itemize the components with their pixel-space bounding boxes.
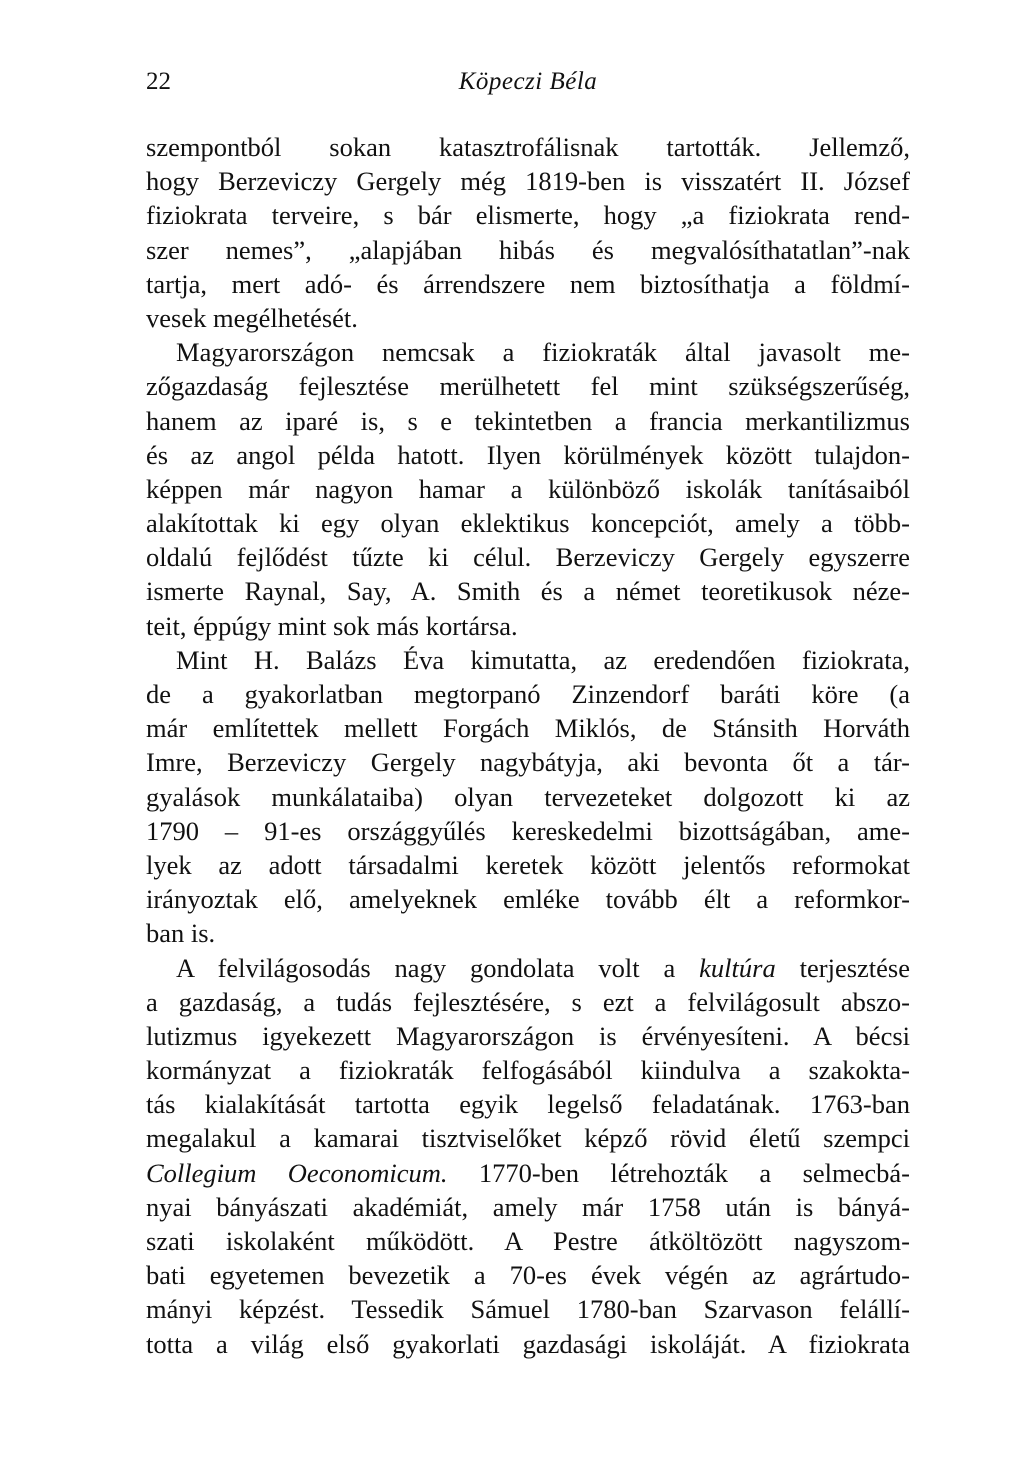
text-line: hanem az iparé is, s e tekintetben a francia merkantilizmus: [146, 405, 910, 436]
text-line: ismerte Raynal, Say, A. Smith és a német teoretikusok néze-: [146, 576, 910, 607]
text-line: lutizmus igyekezett Magyarországon is érvényesíteni. A bécsi: [146, 1020, 910, 1051]
text-line: már említettek mellett Forgách Miklós, de Stánsith Horváth: [146, 713, 910, 744]
text-line: alakítottak ki egy olyan eklektikus koncepciót, amely a több-: [146, 508, 910, 539]
text-line: képpen már nagyon hamar a különböző iskolák tanításaiból: [146, 473, 910, 504]
text-line: tartja, mert adó- és árrendszere nem biztosíthatja a földmí-: [146, 268, 910, 299]
text-line: oldalú fejlődést tűzte ki célul. Berzeviczy Gergely egyszerre: [146, 542, 910, 573]
text-line: lyek az adott társadalmi keretek között jelentős reformokat: [146, 849, 910, 880]
text-line: kormányzat a fiziokraták felfogásából kiindulva a szakokta-: [146, 1055, 910, 1086]
emphasized-term: Collegium Oeconomicum.: [146, 1157, 448, 1188]
text-line: a gazdaság, a tudás fejlesztésére, s ezt a felvilágosult abszo-: [146, 986, 910, 1017]
text-line: totta a világ első gyakorlati gazdasági iskoláját. A fiziokrata: [146, 1328, 910, 1359]
text-line: gyalások munkálataiba) olyan tervezeteket dolgozott ki az: [146, 781, 910, 812]
page-number: 22: [146, 68, 171, 95]
text-line: ban is.: [146, 918, 216, 949]
text-line: nyai bányászati akadémiát, amely már 1758 után is bányá-: [146, 1191, 910, 1222]
text-line: szer nemes”, „alapjában hibás és megvalósíthatatlan”-nak: [146, 234, 910, 265]
running-title-author: Köpeczi Béla: [458, 68, 598, 95]
text-segment: A felvilágosodás nagy gondolata volt a: [176, 952, 700, 983]
text-line: megalakul a kamarai tisztviselőket képző rövid életű szempci: [146, 1123, 910, 1154]
text-line: zőgazdaság fejlesztése merülhetett fel mint szükségszerűség,: [146, 371, 910, 402]
text-line: hogy Berzeviczy Gergely még 1819-ben is visszatért II. József: [146, 166, 910, 197]
text-line: de a gyakorlatban megtorpanó Zinzendorf baráti köre (a: [146, 679, 910, 709]
text-segment: terjesztése: [775, 952, 910, 983]
body-text: [146, 130, 910, 1361]
text-line: szempontból sokan katasztrofálisnak tartották. Jellemző,: [146, 132, 910, 162]
text-line: bati egyetemen bevezetik a 70-es évek végén az agrártudo-: [146, 1260, 910, 1291]
text-line: teit, éppúgy mint sok más kortársa.: [146, 610, 518, 641]
text-line: fiziokrata terveire, s bár elismerte, hogy „a fiziokrata rend-: [146, 200, 910, 231]
text-line: Imre, Berzeviczy Gergely nagybátyja, aki bevonta őt a tár-: [146, 747, 910, 778]
text-segment: 1770-ben létrehozták a selmecbá-: [447, 1157, 910, 1188]
text-line: mányi képzést. Tessedik Sámuel 1780-ban Szarvason felállí-: [146, 1294, 910, 1325]
text-line: irányoztak elő, amelyeknek emléke tovább élt a reformkor-: [146, 884, 910, 915]
text-line: vesek megélhetését.: [146, 302, 358, 333]
emphasized-term: kultúra: [699, 952, 776, 983]
text-line: és az angol példa hatott. Ilyen körülmények között tulajdon-: [146, 439, 910, 470]
text-line: tás kialakítását tartotta egyik legelső feladatának. 1763-ban: [146, 1089, 910, 1120]
text-line: [146, 1156, 910, 1190]
text-line: Magyarországon nemcsak a fiziokraták által javasolt me-: [176, 337, 910, 368]
text-line: 1790 – 91-es országgyűlés kereskedelmi bizottságában, ame-: [146, 815, 910, 846]
text-line: szati iskolaként működött. A Pestre átköltözött nagyszom-: [146, 1226, 910, 1256]
text-line: [146, 951, 910, 985]
running-header: [146, 68, 910, 104]
text-line: Mint H. Balázs Éva kimutatta, az eredendően fiziokrata,: [176, 644, 910, 675]
